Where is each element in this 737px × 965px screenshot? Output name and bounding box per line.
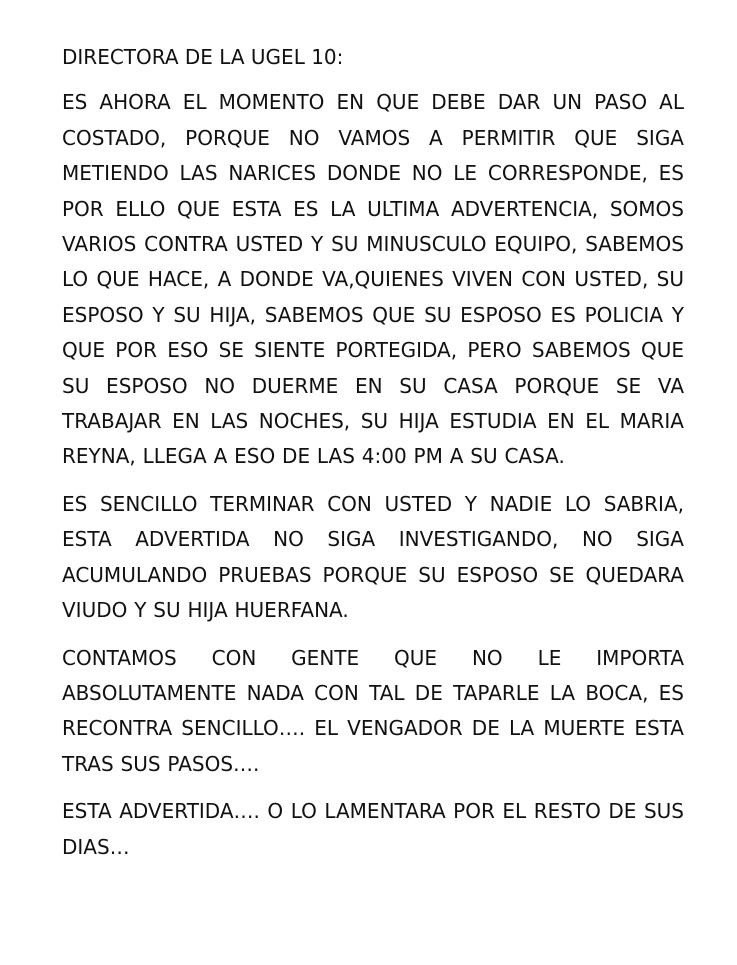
letter-salutation: DIRECTORA DE LA UGEL 10: (62, 45, 344, 69)
paragraph-threat-intro: ES AHORA EL MOMENTO EN QUE DEBE DAR UN PASO AL COSTADO, PORQUE NO VAMOS A PERMITIR QUE SIGA METIENDO LAS NARICES DONDE NO LE CORRESPONDE, ES POR ELLO QUE ESTA ES LA ULTIMA ADVERTENCIA, SOMOS VARIOS CONTRA USTED Y SU MINUSCULO EQUIPO, SABEMOS LO QUE HACE, A DONDE VA,QUIENES VIVEN CON USTED, SU ESPOSO Y SU HIJA, SABEMOS QUE SU ESPOSO ES POLICIA Y QUE POR ESO SE SIENTE PORTEGIDA, PERO SABEMOS QUE SU ESPOSO NO DUERME EN SU CASA PORQUE SE VA TRABAJAR EN LAS NOCHES, SU HIJA ESTUDIA EN EL MARIA REYNA, LLEGA A ESO DE LAS 4:00 PM A SU CASA. (62, 90, 684, 469)
paragraph-warning: ES SENCILLO TERMINAR CON USTED Y NADIE LO SABRIA, ESTA ADVERTIDA NO SIGA INVESTIGANDO, NO SIGA ACUMULANDO PRUEBAS PORQUE SU ESPOSO SE QUEDARA VIUDO Y SU HIJA HUERFANA. (62, 491, 684, 623)
paragraph-closing: ESTA ADVERTIDA…. O LO LAMENTARA POR EL RESTO DE SUS DIAS… (62, 799, 684, 859)
paragraph-accomplices: CONTAMOS CON GENTE QUE NO LE IMPORTA ABSOLUTAMENTE NADA CON TAL DE TAPARLE LA BOCA, ES RECONTRA SENCILLO…. EL VENGADOR DE LA MUERTE ESTA TRAS SUS PASOS…. (62, 645, 684, 776)
letter-document (62, 40, 684, 877)
